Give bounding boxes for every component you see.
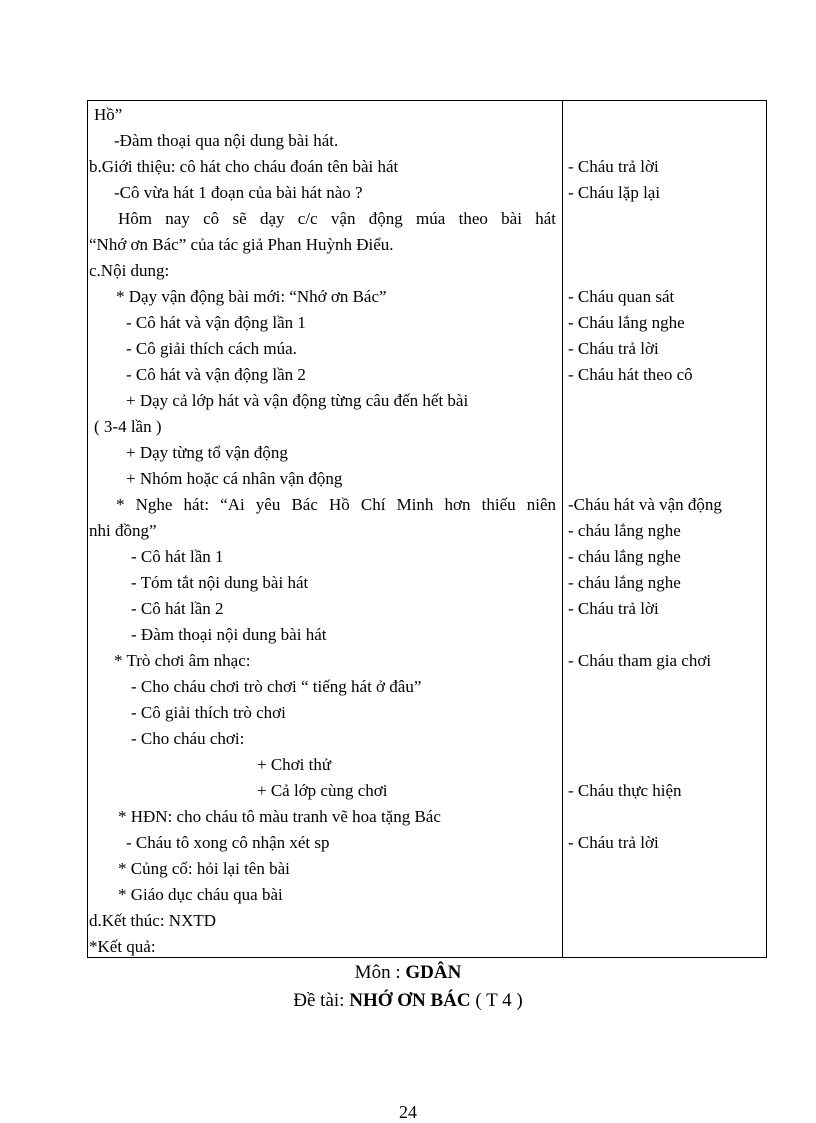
left-line: - Cô hát và vận động lần 2 xyxy=(126,365,306,384)
subject-label: Môn : xyxy=(354,962,406,983)
left-line: * Nghe hát: “Ai yêu Bác Hồ Chí Minh hơn thiếu niên xyxy=(116,495,556,514)
left-line: + Dạy cả lớp hát và vận động từng câu đến hết bài xyxy=(126,391,469,410)
left-line: - Cháu tô xong cô nhận xét sp xyxy=(126,833,330,852)
result-line: *Kết quả: xyxy=(89,937,156,956)
left-line: * Giáo dục cháu qua bài xyxy=(118,885,283,904)
left-line: Hôm nay cô sẽ dạy c/c vận động múa theo bài hát xyxy=(118,209,556,228)
topic-value: NHỚ ƠN BÁC xyxy=(349,990,471,1011)
left-line: ( 3-4 lần ) xyxy=(94,417,162,436)
left-line: * Dạy vận động bài mới: “Nhớ ơn Bác” xyxy=(116,287,387,306)
topic-label: Đề tài: xyxy=(293,990,350,1011)
left-line: -Đàm thoại qua nội dung bài hát. xyxy=(114,131,339,150)
left-line: * Củng cố: hỏi lại tên bài xyxy=(118,859,290,878)
section-heading: c.Nội dung: xyxy=(89,261,170,280)
right-line: - Cháu trả lời xyxy=(568,599,659,618)
right-line: - cháu lắng nghe xyxy=(568,573,681,592)
right-line: - Cháu tham gia chơi xyxy=(568,651,712,670)
right-line: - Cháu trả lời xyxy=(568,157,659,176)
right-line: - Cháu quan sát xyxy=(568,287,675,306)
left-line: - Cô hát và vận động lần 1 xyxy=(126,313,306,332)
left-line: - Đàm thoại nội dung bài hát xyxy=(131,625,327,644)
topic-suffix: ( T 4 ) xyxy=(470,990,523,1011)
left-line: Hồ” xyxy=(94,105,123,124)
right-line: -Cháu hát và vận động xyxy=(568,495,722,514)
left-line: + Dạy từng tổ vận động xyxy=(126,443,288,462)
right-line: - Cháu trả lời xyxy=(568,339,659,358)
right-line: - cháu lắng nghe xyxy=(568,547,681,566)
subject-caption xyxy=(0,962,816,984)
left-line: + Chơi thử xyxy=(257,755,332,774)
left-line: - Tóm tắt nội dung bài hát xyxy=(131,573,309,592)
left-line: - Cô hát lần 2 xyxy=(131,599,224,618)
left-line: * Trò chơi âm nhạc: xyxy=(114,651,251,670)
left-line: + Cả lớp cùng chơi xyxy=(257,781,388,800)
topic-caption xyxy=(0,990,816,1012)
page-number: 24 xyxy=(399,1102,417,1122)
left-line: - Cho cháu chơi trò chơi “ tiếng hát ở đâu” xyxy=(131,677,422,696)
left-line: “Nhớ ơn Bác” của tác giả Phan Huỳnh Điểu. xyxy=(89,235,394,254)
left-line: + Nhóm hoặc cá nhân vận động xyxy=(126,469,343,488)
left-line: - Cho cháu chơi: xyxy=(131,729,245,748)
right-line: - Cháu thực hiện xyxy=(568,781,682,800)
column-divider xyxy=(562,101,563,957)
left-line: * HĐN: cho cháu tô màu tranh vẽ hoa tặng Bác xyxy=(118,807,441,826)
left-line: - Cô giải thích cách múa. xyxy=(126,339,297,358)
left-line: - Cô giải thích trò chơi xyxy=(131,703,286,722)
right-line: - Cháu lặp lại xyxy=(568,183,661,202)
right-line: - Cháu lắng nghe xyxy=(568,313,685,332)
right-line: - Cháu trả lời xyxy=(568,833,659,852)
lesson-table xyxy=(87,100,767,958)
right-line: - Cháu hát theo cô xyxy=(568,365,693,384)
subject-value: GDÂN xyxy=(405,962,462,983)
right-line: - cháu lắng nghe xyxy=(568,521,681,540)
left-line: b.Giới thiệu: cô hát cho cháu đoán tên bài hát xyxy=(89,157,399,176)
left-line: - Cô hát lần 1 xyxy=(131,547,224,566)
left-line: -Cô vừa hát 1 đoạn của bài hát nào ? xyxy=(114,183,363,202)
section-heading: d.Kết thúc: NXTD xyxy=(89,911,217,930)
left-line: nhi đồng” xyxy=(89,521,157,540)
